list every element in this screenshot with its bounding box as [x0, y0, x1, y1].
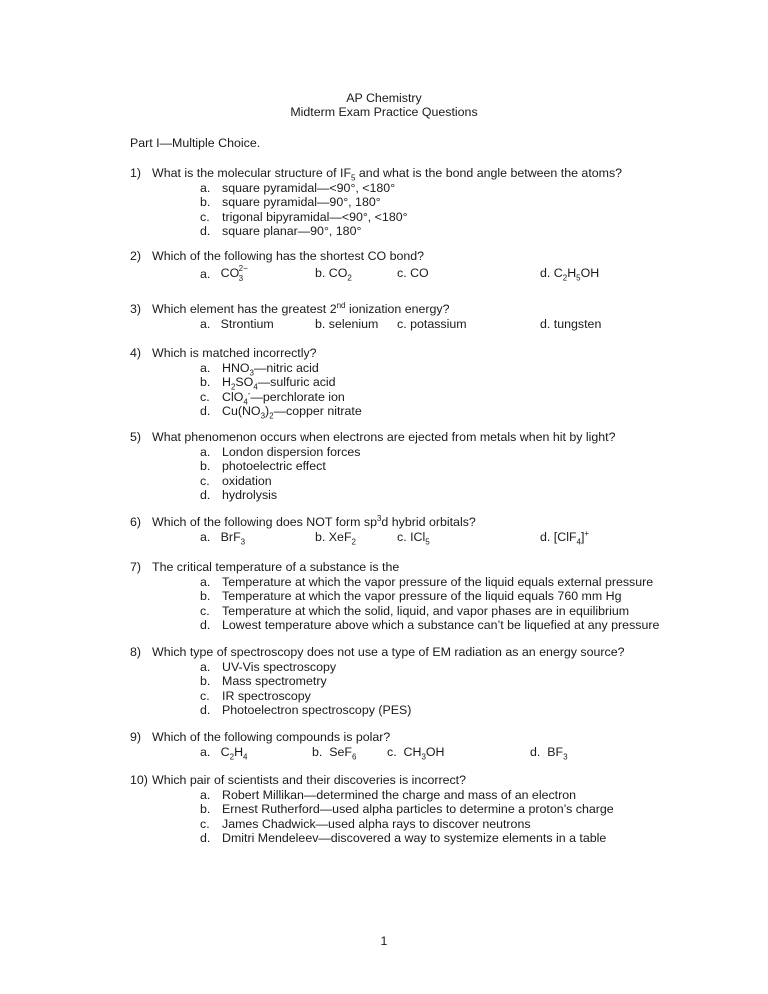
question-number: 8)	[130, 645, 142, 659]
answer-option: c. ICl$_5$	[397, 529, 430, 547]
question-text: Which element has the greatest 2nd ionization energy?	[152, 300, 450, 316]
answer-option: c. Temperature at which the solid, liquid, and vapor phases are in equilibrium	[200, 603, 630, 618]
answer-option: a. Strontium	[200, 316, 274, 331]
answer-option: a. London dispersion forces	[200, 444, 361, 459]
answer-option: b. square pyramidal—90°, 180°	[200, 195, 381, 210]
answer-option: d. [ClF$_4$]+	[540, 528, 590, 547]
answer-option: d. square planar—90°, 180°	[200, 224, 362, 239]
question-number: 7)	[130, 560, 142, 574]
answer-option: b. SeF$_6$	[312, 744, 357, 762]
question-text: The critical temperature of a substance is the	[152, 560, 400, 574]
answer-option: b. Temperature at which the vapor pressure of the liquid equals 760 mm Hg	[200, 589, 622, 604]
answer-option: b. XeF$_2$	[315, 529, 356, 547]
document-title: AP Chemistry	[346, 91, 422, 105]
answer-option: d. $Cu(NO_3)_2—copper$ nitrate	[200, 404, 362, 421]
question-text: Which pair of scientists and their discoveries is incorrect?	[152, 773, 467, 787]
question-10	[130, 773, 730, 846]
answer-option: a. CO 2− 3	[200, 263, 248, 283]
answer-option: b. selenium	[315, 316, 379, 331]
answer-option: a. Robert Millikan—determined the charge and mass of an electron	[200, 787, 577, 802]
answer-option: a. Temperature at which the vapor pressure of the liquid equals external pressure	[200, 574, 654, 589]
question-1	[130, 166, 730, 239]
part-heading: Part I—Multiple Choice.	[130, 136, 261, 150]
answer-option: d. tungsten	[540, 316, 602, 331]
question-number: 1)	[130, 166, 142, 180]
question-text: Which type of spectroscopy does not use a type of EM radiation as an energy source?	[152, 645, 625, 659]
question-number: 2)	[130, 249, 142, 263]
question-3	[130, 302, 730, 333]
question-text: What phenomenon occurs when electrons are ejected from metals when hit by light?	[152, 430, 616, 444]
question-text: Which of the following compounds is polar?	[152, 730, 391, 744]
question-number: 3)	[130, 302, 142, 316]
answer-option: d. $BF_3$	[530, 744, 568, 762]
answer-option: c. James Chadwick—used alpha rays to discover neutrons	[200, 816, 531, 831]
answer-option: b. $H_2SO_4—sulfuric$ acid	[200, 375, 336, 392]
question-number: 9)	[130, 730, 142, 744]
answer-option: b. photoelectric effect	[200, 459, 326, 474]
question-7	[130, 560, 730, 633]
question-4	[130, 346, 730, 419]
question-number: 4)	[130, 346, 142, 360]
answer-option: b. Mass spectrometry	[200, 674, 327, 689]
question-8	[130, 645, 730, 718]
question-number: 5)	[130, 430, 142, 444]
answer-option: b. Ernest Rutherford—used alpha particles to determine a proton’s charge	[200, 802, 614, 817]
answer-option: c. trigonal bipyramidal—<90°, <180°	[200, 209, 408, 224]
answer-option: c. potassium	[397, 316, 467, 331]
answer-option: a. $HNO_3—nitric$ acid	[200, 360, 319, 378]
answer-option: c. $CH_3OH$	[387, 744, 445, 762]
answer-option: c. CO	[397, 265, 429, 280]
answer-option: d. Photoelectron spectroscopy (PES)	[200, 703, 412, 718]
question-text: Which of the following does NOT form $sp^3d$ hybrid orbitals?	[152, 513, 476, 529]
question-text: What is the molecular structure of $IF_5$ and what is the bond angle between the atoms?	[152, 166, 623, 183]
answer-option: b. $CO_2$	[315, 265, 352, 283]
answer-option: c. ClO$_4$-—perchlorate ion	[200, 388, 345, 407]
carbonate-ion: CO 2− 3	[220, 263, 248, 283]
answer-option: c. IR spectroscopy	[200, 688, 311, 703]
question-text: Which of the following has the shortest CO bond?	[152, 249, 425, 263]
question-number: 10)	[130, 773, 148, 787]
answer-option: a. $C_2H_4$	[200, 744, 248, 762]
answer-option: a. UV-Vis spectroscopy	[200, 659, 337, 674]
answer-option: d. hydrolysis	[200, 488, 278, 503]
answer-option: d. Lowest temperature above which a substance can’t be liquefied at any pressure	[200, 618, 660, 633]
question-number: 6)	[130, 515, 142, 529]
question-6	[130, 515, 730, 546]
question-5	[130, 430, 730, 503]
answer-option: a. square pyramidal—<90°, <180°	[200, 180, 396, 195]
question-9	[130, 730, 730, 761]
answer-option: d. Dmitri Mendeleev—discovered a way to systemize elements in a table	[200, 831, 607, 846]
answer-option: d. $C_2H_5OH$	[540, 265, 600, 283]
page-number: 1	[380, 934, 388, 948]
document-subtitle: Midterm Exam Practice Questions	[290, 105, 478, 119]
question-2	[130, 249, 730, 282]
answer-option: c. oxidation	[200, 473, 272, 488]
question-text: Which is matched incorrectly?	[152, 346, 317, 360]
answer-option: a. BrF$_3$	[200, 529, 246, 547]
